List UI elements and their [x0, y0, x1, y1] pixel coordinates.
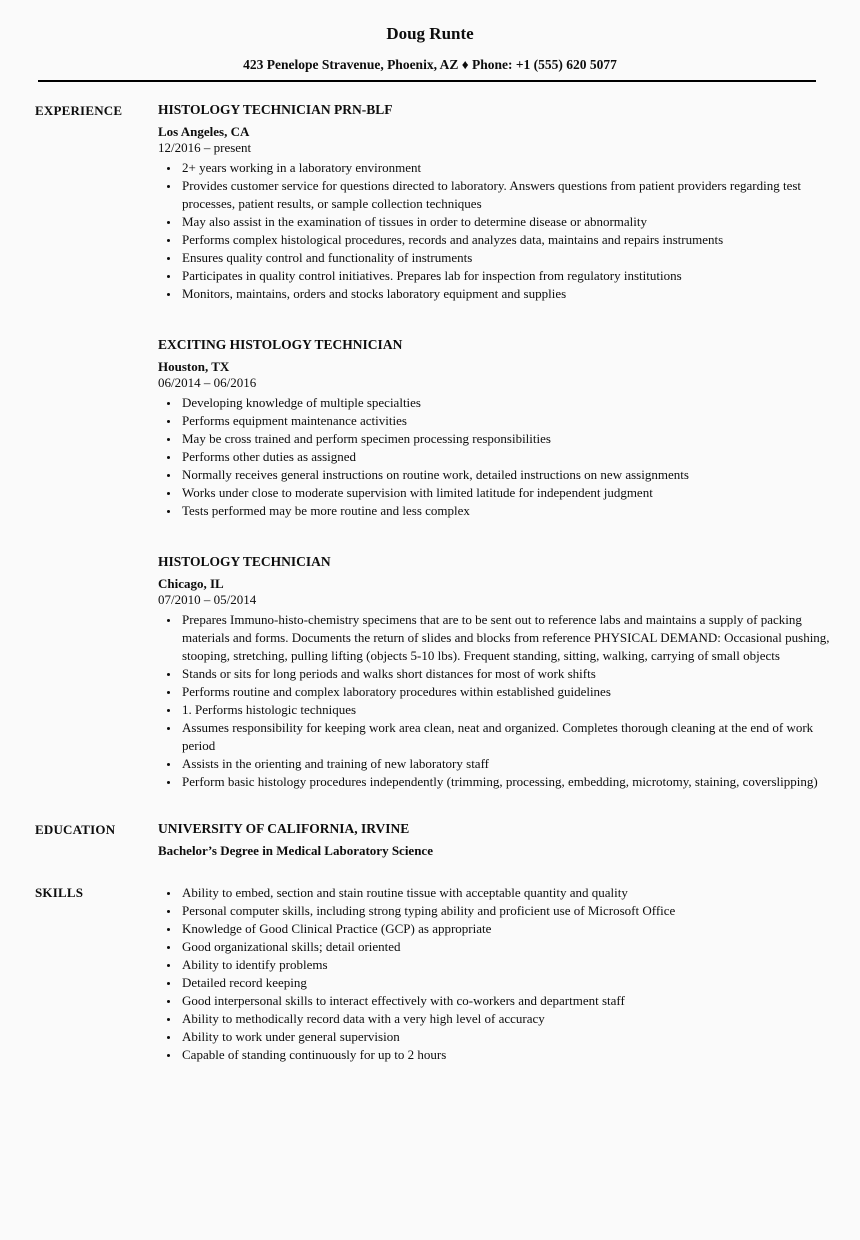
skills-list [158, 884, 832, 1064]
skill-item: • Ability to methodically record data with a very high level of accuracy [180, 1010, 832, 1028]
skill-item: • Detailed record keeping [180, 974, 832, 992]
job-location: Chicago, IL [158, 576, 224, 591]
skill-item: • Good interpersonal skills to interact effectively with co-workers and department staff [180, 992, 832, 1010]
skills-section [0, 884, 860, 1064]
job-entry-2 [158, 337, 832, 520]
job-title: HISTOLOGY TECHNICIAN PRN-BLF [158, 102, 393, 117]
job-title: EXCITING HISTOLOGY TECHNICIAN [158, 337, 403, 352]
job-bullet: • Perform basic histology procedures independently (trimming, processing, embedding, microtomy, staining, coverslipping) [180, 773, 832, 791]
job-bullet-list [158, 611, 832, 791]
job-dates: 07/2010 – 05/2014 [158, 592, 257, 607]
job-bullet: • Normally receives general instructions on routine work, detailed instructions on new assignments [180, 466, 832, 484]
job-bullet: • Performs complex histological procedures, records and analyzes data, maintains and repairs instruments [180, 231, 832, 249]
job-bullet: • Ensures quality control and functionality of instruments [180, 249, 832, 267]
job-entry-3 [158, 554, 832, 791]
job-location: Houston, TX [158, 359, 230, 374]
skill-item: • Ability to work under general supervision [180, 1028, 832, 1046]
skill-item: • Ability to identify problems [180, 956, 832, 974]
job-bullet: • Provides customer service for questions directed to laboratory. Answers questions from patient providers regarding test processes, patient results, or sample collection techniques [180, 177, 832, 213]
experience-section [0, 102, 860, 791]
experience-content [158, 102, 832, 791]
resume-header [0, 24, 860, 82]
job-bullet: • Tests performed may be more routine and less complex [180, 502, 832, 520]
job-dates: 06/2014 – 06/2016 [158, 375, 257, 390]
job-bullet: • Participates in quality control initiatives. Prepares lab for inspection from regulatory institutions [180, 267, 832, 285]
job-bullet: • May be cross trained and perform specimen processing responsibilities [180, 430, 832, 448]
contact-line: 423 Penelope Stravenue, Phoenix, AZ ♦ Phone: +1 (555) 620 5077 [243, 57, 617, 72]
skills-content [158, 884, 832, 1064]
skill-item: • Ability to embed, section and stain routine tissue with acceptable quantity and quality [180, 884, 832, 902]
job-bullet: • Assists in the orienting and training of new laboratory staff [180, 755, 832, 773]
skills-label: SKILLS [35, 885, 84, 900]
job-bullet-list [158, 159, 832, 303]
education-school: UNIVERSITY OF CALIFORNIA, IRVINE [158, 821, 410, 836]
job-bullet: • Works under close to moderate supervision with limited latitude for independent judgment [180, 484, 832, 502]
job-bullet: • Performs equipment maintenance activities [180, 412, 832, 430]
job-bullet: • Stands or sits for long periods and walks short distances for most of work shifts [180, 665, 832, 683]
job-bullet: • Monitors, maintains, orders and stocks laboratory equipment and supplies [180, 285, 832, 303]
education-degree: Bachelor’s Degree in Medical Laboratory Science [158, 843, 433, 858]
job-bullet: • Performs other duties as assigned [180, 448, 832, 466]
education-label: EDUCATION [35, 822, 116, 837]
job-bullet: • Performs routine and complex laboratory procedures within established guidelines [180, 683, 832, 701]
job-bullet: • Prepares Immuno-histo-chemistry specimens that are to be sent out to reference labs and maintains a supply of packing materials and forms. Documents the return of slides and blocks from reference PHYSICAL DEMAND: Occasional pushing, stooping, stretching, pulling lifting (objects 5-10 lbs). Frequent standing, sitting, walking, carrying of small objects [180, 611, 832, 665]
job-bullet: • Developing knowledge of multiple specialties [180, 394, 832, 412]
education-content [158, 821, 832, 858]
skill-item: • Capable of standing continuously for up to 2 hours [180, 1046, 832, 1064]
skill-item: • Good organizational skills; detail oriented [180, 938, 832, 956]
job-bullet: • May also assist in the examination of tissues in order to determine disease or abnormality [180, 213, 832, 231]
experience-label: EXPERIENCE [35, 103, 123, 118]
job-bullet-list [158, 394, 832, 520]
job-bullet: • 2+ years working in a laboratory environment [180, 159, 832, 177]
job-dates: 12/2016 – present [158, 140, 252, 155]
header-divider [38, 80, 816, 82]
job-bullet: • Assumes responsibility for keeping work area clean, neat and organized. Completes thorough cleaning at the end of work period [180, 719, 832, 755]
job-title: HISTOLOGY TECHNICIAN [158, 554, 331, 569]
job-location: Los Angeles, CA [158, 124, 250, 139]
skill-item: • Personal computer skills, including strong typing ability and proficient use of Microsoft Office [180, 902, 832, 920]
job-entry-1 [158, 102, 832, 303]
candidate-name: Doug Runte [386, 24, 474, 43]
skill-item: • Knowledge of Good Clinical Practice (GCP) as appropriate [180, 920, 832, 938]
job-bullet: • 1. Performs histologic techniques [180, 701, 832, 719]
education-section [0, 821, 860, 858]
